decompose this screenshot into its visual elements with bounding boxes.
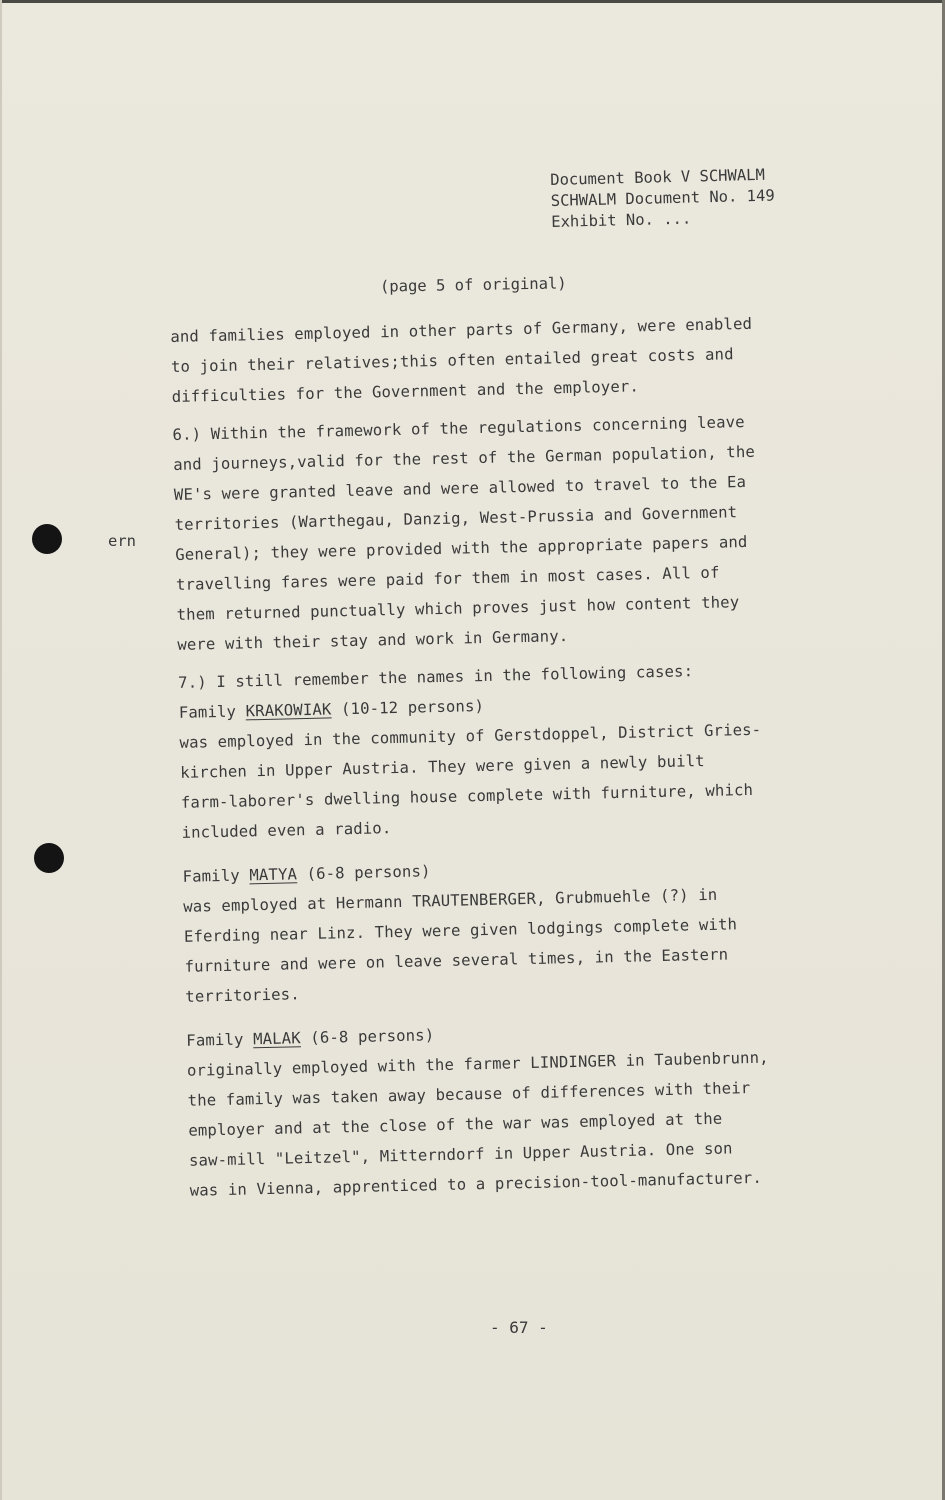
header-line-exhibit: Exhibit No. ... <box>551 209 692 231</box>
family-heading-suffix: (6-8 persons) <box>296 862 431 884</box>
document-header <box>550 163 851 233</box>
text-line: difficulties for the Government and the employer. <box>171 377 640 406</box>
text-line: WE's were granted leave and were allowed to travel to the Ea <box>173 472 747 504</box>
punch-hole-lower <box>34 843 64 873</box>
family-heading-suffix: (6-8 persons) <box>300 1026 435 1048</box>
text-line: the family was taken away because of differences with their <box>187 1079 751 1110</box>
text-line: travelling fares were paid for them in most cases. All of <box>175 563 720 594</box>
paragraph-7 <box>178 651 925 1206</box>
text-line: 7.) I still remember the names in the following cases: <box>177 662 694 692</box>
margin-note: ern <box>108 532 136 550</box>
header-line-book: Document Book V SCHWALM <box>550 165 766 189</box>
page-number: - 67 - <box>490 1318 548 1337</box>
text-line: territories. <box>185 985 300 1006</box>
text-line: General); they were provided with the appropriate papers and <box>175 532 748 564</box>
page-top-edge <box>0 0 945 3</box>
family-entry-krakowiak <box>179 681 917 848</box>
family-name: MALAK <box>252 1029 301 1049</box>
family-heading-suffix: (10-12 persons) <box>331 696 485 719</box>
punch-hole-upper <box>32 524 62 554</box>
text-line: farm-laborer's dwelling house complete with furniture, which <box>180 780 754 812</box>
text-line: 6.) Within the framework of the regulations concerning leave <box>172 412 745 444</box>
text-line: was in Vienna, apprenticed to a precision-tool-manufacturer. <box>189 1168 763 1200</box>
header-line-document-no: SCHWALM Document No. 149 <box>550 186 775 210</box>
family-heading-prefix: Family <box>186 1030 254 1050</box>
family-heading-prefix: Family <box>182 866 250 886</box>
family-name: KRAKOWIAK <box>245 700 332 721</box>
text-line: to join their relatives;this often entailed great costs and <box>170 345 734 376</box>
text-line: was employed at Hermann TRAUTENBERGER, Grubmuehle (?) in <box>183 885 718 916</box>
text-line: territories (Warthegau, Danzig, West-Prussia and Government <box>174 503 738 534</box>
text-line: was employed in the community of Gerstdoppel, District Gries- <box>179 720 762 752</box>
family-entry-matya <box>182 845 920 1012</box>
text-line: furniture and were on leave several times, in the Eastern <box>184 945 729 976</box>
text-line: originally employed with the farmer LINDINGER in Taubenbrunn, <box>186 1048 769 1080</box>
family-name: MATYA <box>249 865 298 885</box>
text-line: kirchen in Upper Austria. They were given a newly built <box>180 751 705 782</box>
text-line: and families employed in other parts of Germany, were enabled <box>170 314 753 346</box>
text-line: them returned punctually which proves just how content they <box>176 593 740 624</box>
text-line: employer and at the close of the war was employed at the <box>188 1109 723 1140</box>
text-line: Eferding near Linz. They were given lodgings complete with <box>183 915 738 946</box>
text-line: saw-mill "Leitzel", Mitterndorf in Upper Austria. One son <box>188 1139 733 1170</box>
body-text <box>170 305 925 1205</box>
family-entry-malak <box>186 1009 925 1206</box>
paragraph-6 <box>172 403 912 660</box>
page-left-edge <box>0 0 2 1500</box>
family-heading-prefix: Family <box>178 702 246 722</box>
page-caption: (page 5 of original) <box>379 274 567 296</box>
paragraph-continuation <box>170 305 907 412</box>
text-line: were with their stay and work in Germany. <box>177 627 569 654</box>
text-line: included even a radio. <box>181 819 392 842</box>
text-line: and journeys,valid for the rest of the German population, the <box>173 442 756 474</box>
